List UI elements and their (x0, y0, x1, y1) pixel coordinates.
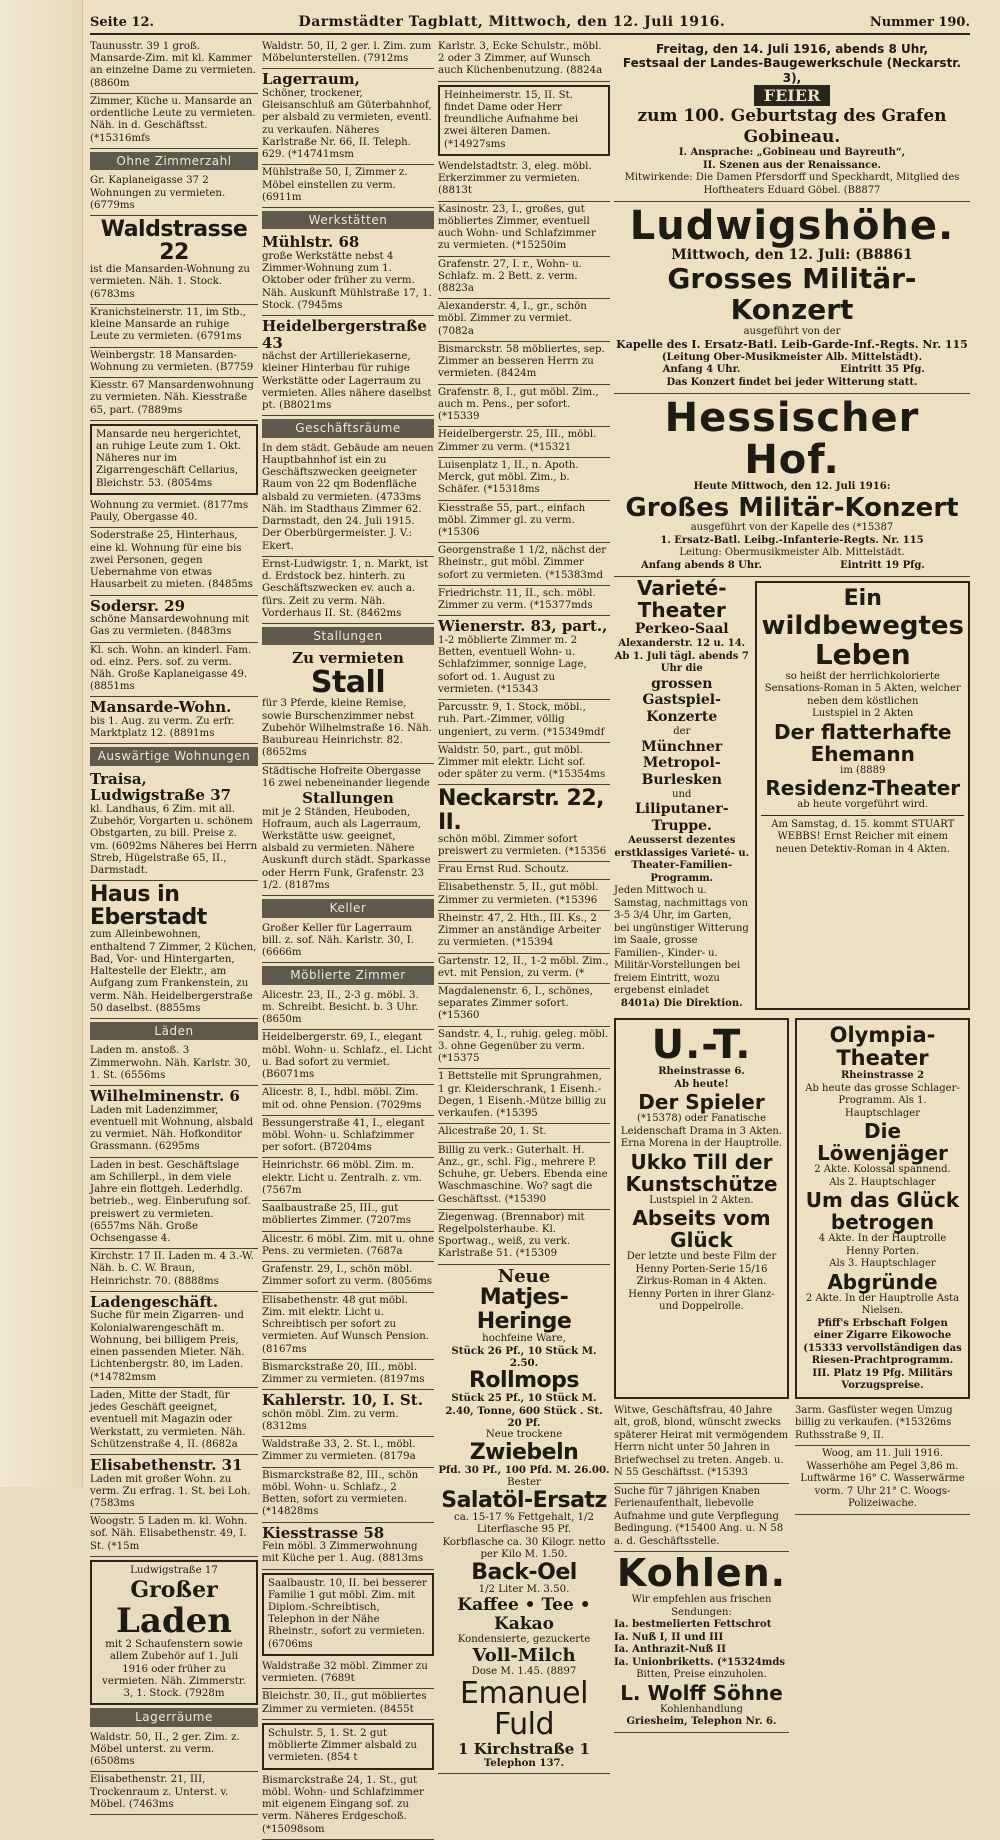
issue-number: Nummer 190. (869, 15, 970, 30)
event-note: Das Konzert findet bei jeder Witterung statt. (666, 376, 918, 388)
classified-ad: Woogstr. 5 Laden m. kl. Wohn. sof. Näh. Elisabethenstr. 49, I. St. (*15m (90, 1514, 258, 1557)
boxed-ad: Mansarde neu hergerichtet, an ruhige Leute zum 1. Okt. Näheres nur im Zigarrengeschäft Cellarius, Bleichstr. 53. (8054ms (90, 424, 258, 495)
classified-ad: 3arm. Gasfüster wegen Umzug billig zu verkaufen. (*15326ms Ruthsstraße 9, II. (795, 1403, 970, 1447)
ad-text: schön möbl. Zim. zu verm. (8312ms (262, 1408, 399, 1432)
event-performers: Mitwirkende: Die Damen Pfersdorff und Speckhardt, Mitglied des Hoftheaters Eduard Göbel. (B8877 (624, 172, 960, 196)
ad-headline: Kiesstrasse 58 (262, 1523, 385, 1542)
ad-headline: Traisa, Ludwigstraße 37 (90, 769, 232, 805)
classified-ad: Wendelstadtstr. 3, eleg. möbl. Erkerzimmer zu vermieten. (8813t (438, 159, 610, 202)
classified-ad: Heidelbergerstr. 25, III., möbl. Zimmer zu verm. (*15321 (438, 427, 610, 457)
event-start: Anfang abends 8 Uhr. (640, 559, 763, 571)
ad-headline: Haus in Eberstadt (90, 882, 207, 931)
classified-ad: Luisenplatz 1, II., n. Apoth. Merck, gut möbl. Zim., b. Schäfer. (*15318ms (438, 458, 610, 501)
classified-ad: Waldstr. 50, II, 2 ger. l. Zim. zum Möbelunterstellen. (7912ms (262, 39, 434, 69)
classified-ad (438, 785, 610, 862)
classified-ad (90, 1086, 258, 1157)
ad-text: Suche für mein Zigarren- und Kolonialwarengeschäft m. Wohnung, bei billigem Preis, einen passenden Mieter. Näh. Lichtenbergstr. 80, im Laden. (*14782msm (90, 1310, 245, 1383)
classified-ad (90, 216, 258, 305)
ad-text: zum Alleinbewohnen, enthaltend 7 Zimmer, 2 Küchen, Bad, Vor- und Hintergarten, Haltestelle der Elektr., am Aufgang zum Frankenstein, zu verm. Näh. Heidelbergerstraße 50 daselbst. (8855ms (90, 929, 257, 1014)
event-text: der (673, 726, 691, 738)
classified-ad: Kl. sch. Wohn. an kinderl. Fam. od. einz. Pers. sof. zu verm. Näh. Große Kaplaneigasse 49. (8851ms (90, 643, 258, 698)
ad-text: Neue trockene (485, 1429, 563, 1441)
classified-ad: Waldstraße 33, 2. St. l., möbl. Zimmer zu vermieten. (8179a (262, 1437, 434, 1467)
ads-row-2 (614, 1014, 970, 1399)
ad-text: Korbflasche ca. 30 Kilogr. netto per Kilo M. 1.50. (442, 1536, 606, 1560)
film-text: (*15378) oder Fanatische Leidenschaft Drama in 3 Akten. Erna Morena in der Hauptrolle. (620, 1113, 783, 1150)
event-program: II. Szenen aus der Renaissance. (702, 159, 882, 171)
classified-ad: Alicestr. 6 möbl. Zim. mit u. ohne Pens. zu vermieten. (7687a (262, 1232, 434, 1262)
ad-text: Stück 26 Pf., 10 Stück M. 2.50. (451, 1344, 597, 1370)
venue-name: Residenz-Theater (765, 776, 961, 801)
gobineau-ad (614, 39, 970, 202)
classified-ad: Sandstr. 4, I., ruhig. geleg. möbl. 3. ohne Gegenüber zu verm. (*15375 (438, 1027, 610, 1070)
ad-text: ca. 15-17 % Fettgehalt, 1/2 Literflasche 95 Pf. (454, 1512, 594, 1536)
classified-ad (262, 764, 434, 897)
classified-ad: Grafenstr. 8, I., gut möbl. Zim., auch m. Pens., per sofort. (*15339 (438, 385, 610, 428)
classified-ad: Rheinstr. 47, 2. Hth., III. Ks., 2 Zimmer an anständige Arbeiter zu vermieten. (*15394 (438, 911, 610, 954)
film-title: Der flatterhafte Ehemann (774, 719, 952, 766)
classified-ad (90, 596, 258, 643)
ads-row-3 (614, 1403, 970, 1733)
classified-ad: Laden m. anstoß. 3 Zimmerwohn. Näh. Karlstr. 30, 1. St. (6556ms (90, 1043, 258, 1086)
ad-headline: Voll-Milch (472, 1644, 576, 1666)
classified-ad: Witwe, Geschäftsfrau, 40 Jahre alt, groß, blond, wünscht zwecks späterer Heirat mit vermögendem Herrn nicht unter 50 Jahren in Briefwechsel zu treten. Angeb. u. N 55 Geschäftsst. (*15393 (614, 1403, 789, 1484)
classified-ad: Elisabethenstr. 48 gut möbl. Zim. mit elektr. Licht u. Schreibtisch per sofort zu vermieten. Auf Wunsch Pension. (8167ms (262, 1293, 434, 1360)
event-place: Festsaal der Landes-Baugewerkschule (Neckarstr. 3), (622, 56, 962, 85)
event-date: Freitag, den 14. Juli 1916, abends 8 Uhr, (656, 42, 928, 56)
event-title: Großes Militär-Konzert (625, 492, 959, 523)
classified-ad: Gr. Kaplaneigasse 37 2 Wohnungen zu vermieten. (6779ms (90, 173, 258, 216)
ad-text: Schöner, trockener, Gleisanschluß am Güterbahnhof, per alsbald zu vermieten, eventl. zu verkaufen. Näheres Karlstraße Nr. 66, II. Teleph. 629. (*14741msm (262, 87, 432, 161)
classified-ad: Mühlstraße 50, I, Zimmer z. Möbel einstellen zu verm. (6911m (262, 165, 434, 208)
classified-ad: Grafenstr. 29, I., schön möbl. Zimmer sofort zu verm. (8056ms (262, 1262, 434, 1292)
ad-text: Bitten, Preise einzuholen. (636, 1669, 767, 1681)
ut-ad (614, 1018, 789, 1399)
event-text: und (672, 788, 692, 800)
ad-headline: Salatöl-Ersatz (441, 1487, 607, 1513)
classified-ad: Bismarckstraße 24, 1. St., gut möbl. Wohn- und Schlafzimmer mit eigenem Eingang sof. zu verm. Näheres Erdgeschoß. (*15098som (262, 1773, 434, 1840)
venue-sub: Perkeo-Saal (634, 621, 729, 638)
film-text: III. Platz 19 Pfg. Militärs Vorzugspreise. (812, 1367, 953, 1392)
ad-text: mit je 2 Ständen, Heuboden, Hofraum, auch als Lagerraum, Werkstätte usw. geeignet, alsbald zu vermieten. Nähere Auskunft durch städt. Sparkasse oder Herrn Funk, Grafenstr. 23 1/2. (8187ms (262, 806, 431, 891)
ad-text: Laden mit Ladenzimmer, eventuell mit Wohnung, alsbald zu vermiet. Näh. Hofkonditor Grassmann. (6295ms (90, 1104, 254, 1153)
ad-text: Wir empfehlen aus frischen Sendungen: (631, 1594, 772, 1618)
film-title: Ukko Till der Kunstschütze (625, 1149, 778, 1196)
ad-text: Ia. Unionbriketts. (*15324mds (614, 1656, 785, 1668)
ad-text: 1-2 möblierte Zimmer m. 2 Betten, eventuell Wohn- u. Schlafzimmer, sonnige Lage, sofort od. 1. August zu vermieten. (*15343 (438, 634, 587, 695)
ad-text: Pfd. 30 Pf., 100 Pfd. M. 26.00. (438, 1464, 610, 1477)
ad-headline: Mühlstr. 68 (262, 233, 360, 252)
classified-ad: Laden in best. Geschäftslage am Schillerpl., in dem viele Jahre ein flottgeh. Lederhdlg. betrieb., weg. Einberufung sof. preiswert zu vermieten. (6557ms Näh. Große Ochsengasse 4. (90, 1158, 258, 1250)
ad-text: Ia. Anthrazit-Nuß II (614, 1644, 726, 1656)
event-program: I. Ansprache: „Gobineau und Bayreuth“, (678, 147, 906, 159)
event-text: 1. Ersatz-Batl. Leibg.-Infanterie-Regts. Nr. 115 (660, 534, 924, 546)
classified-ad: Zimmer, Küche u. Mansarde an ordentliche Leute zu vermieten. Näh. in d. Geschäftsst. (*15316mfs (90, 94, 258, 149)
ad-text: 1/2 Liter M. 3.50. (478, 1584, 570, 1596)
ad-headline: Laden (115, 1600, 233, 1641)
section-heading: Möblierte Zimmer (262, 966, 434, 984)
classified-ad: Kirchstr. 17 II. Laden m. 4 3.-W. Näh. b. C. W. Braun, Heinrichstr. 70. (8888ms (90, 1249, 258, 1292)
venue-name: U.-T. (651, 1022, 752, 1069)
classified-ad: Heidelbergerstr. 69, I., elegant möbl. Wohn- u. Schlafz., el. Licht u. Bad sofort zu vermiet. (B6071ms (262, 1030, 434, 1085)
event-text: Ab 1. Juli tägl. abends 7 Uhr die (614, 650, 749, 675)
classified-ad: Waldstr. 50, part., gut möbl. Zimmer mit elektr. Licht sof. oder später zu verm. (*15354ms (438, 743, 610, 786)
film-text: Lustspiel in 2 Akten (812, 708, 914, 720)
ad-headline: Mansarde-Wohn. (90, 698, 232, 717)
ludwigshoehe-ad (614, 202, 970, 394)
film-title: Abgründe (827, 1269, 938, 1294)
film-title: Ein (843, 586, 882, 612)
classified-ad: Kasinostr. 23, I., großes, gut möbliertes Zimmer, eventuell auch Wohn- und Schlafzimmer zu vermieten. (*15250im (438, 202, 610, 257)
venue-name: Olympia-Theater (829, 1023, 936, 1071)
classified-ad: Waldstraße 32 möbl. Zimmer zu vermieten. (7689t (262, 1659, 434, 1689)
classified-ad: Laden, Mitte der Stadt, für jedes Geschäft geeignet, eventuell mit Magazin oder Werkstatt, zu vermieten. Näh. Schützenstraße 4, II. (8682a (90, 1388, 258, 1455)
film-title: Die Löwenjäger (817, 1119, 948, 1166)
classified-ad: Alexanderstr. 4, I., gr., schön möbl. Zimmer zu vermiet. (7082a (438, 299, 610, 342)
event-date: Heute Mittwoch, den 12. Juli 1916: (693, 481, 891, 493)
classified-ad: Alicestr. 23, II., 2-3 g. möbl. 3. m. Schreibt. Besicht. b. 3 Uhr. (8650m (262, 988, 434, 1031)
ad-headline: Kaffee • Tee • Kakao (457, 1595, 591, 1634)
ad-headline: Stallungen (302, 789, 394, 808)
film-title: wildbewegtes (761, 610, 964, 641)
event-title: Grosses Militär-Konzert (667, 261, 917, 326)
classified-ad: Friedrichstr. 11, II., sch. möbl. Zimmer zu verm. (*15377mds (438, 586, 610, 616)
classified-ad: Kiesstr. 67 Mansardenwohnung zu vermieten. Näh. Kiesstraße 65, part. (7889ms (90, 378, 258, 421)
classified-ad (262, 1390, 434, 1437)
ad-text: Dose M. 1.45. (8897 (471, 1665, 577, 1677)
film-text: Ab heute! (674, 1078, 729, 1090)
ad-text: bei besserer Familie 1 gut möbl. Zim. mit Diplom.-Schreibtisch, Telephon in der Nähe Rheinstr., sofort zu vermieten. (6706ms (268, 1577, 427, 1650)
film-text: 2 Akte. In der Hauptrolle Asta Nielsen. (805, 1292, 960, 1317)
ad-headline: Heidelbergerstraße 43 (262, 317, 427, 352)
ad-text: kl. Landhaus, 6 Zim. mit all. Zubehör, Vorgarten u. schönem Obstgarten, zu bill. Preise z. vm. (6092ms Näheres bei Herrn Streb, Hügelstraße 65, II., Darmstadt. (90, 803, 258, 876)
classified-ad (90, 881, 258, 1019)
section-heading: Werkstätten (262, 211, 434, 229)
ad-headline: Zwiebeln (469, 1440, 579, 1466)
venue-name: Hessischer Hof. (664, 395, 920, 484)
classified-ad: Bismarckstr. 58 möbliertes, sep. Zimmer an besseren Herrn zu vermieten. (8424m (438, 342, 610, 385)
ad-headline: Kohlen. (616, 1551, 787, 1596)
ad-text: für 3 Pferde, kleine Remise, sowie Burschenzimmer nebst Zubehör Wilhelmstraße 16. Näh. Baubureau Heinrichstr. 82. (8652ms (262, 698, 432, 759)
ad-text: Laden mit großer Wohn. zu verm. Zu erfrag. 1. St. bei Loh. (7583ms (90, 1473, 251, 1509)
section-heading: Ohne Zimmerzahl (90, 152, 258, 170)
boxed-ad (262, 1723, 434, 1770)
classified-ad: Heinrichstr. 66 möbl. Zim. m. elektr. Licht u. Zentralh. z. vm. (7567m (262, 1158, 434, 1201)
classified-ad: Bleichstr. 30, II., gut möbliertes Zimmer zu vermieten. (8455t (262, 1689, 434, 1719)
ads-row-1 (614, 577, 970, 1010)
film-text: Am Samstag, d. 15. kommt STUART WEBBS! Ernst Reicher mit einem neuen Detektiv-Roman in 4 Akten. (761, 815, 964, 857)
event-text: Jeden Mittwoch u. Samstag, nachmittags von 3-5 3/4 Uhr, im Garten, bei ungünstiger Witterung im Saale, grosse Familien-, Kinder- u. Militär-Vorstellungen bei freiem Eintritt, wozu ergebenst einladet (614, 885, 749, 997)
ad-text: hochfeine Ware, (482, 1332, 566, 1344)
ad-headline: Emanuel Fuld (460, 1675, 588, 1743)
film-text: Als 3. Hauptschlager (829, 1258, 936, 1270)
classified-ad: Kranichsteinerstr. 11, im Stb., kleine Mansarde an ruhige Leute zu vermieten. (6791ms (90, 305, 258, 348)
ad-text: Telephon 137. (483, 1757, 565, 1770)
classified-ad (90, 697, 258, 744)
section-heading: Keller (262, 899, 434, 917)
classified-ad (438, 616, 610, 700)
classified-ad: Elisabethenstr. 21, III, Trockenraum z. Unterst. v. Möbel. (7463ms (90, 1772, 258, 1815)
boxed-ad (90, 1560, 258, 1705)
ad-headline: Saalbaustr. 10, II. (268, 1577, 360, 1589)
film-text: so heißt der herrlichkolorierte Sensations-Roman in 5 Akten, welcher neben dem köstlichen (764, 670, 961, 707)
film-title: Um das Glück betrogen (805, 1188, 960, 1235)
page-edge (0, 0, 83, 1487)
classified-ad: Magdalenenstr. 6, I., schönes, separates Zimmer sofort. (*15360 (438, 984, 610, 1027)
classified-ad: Waldstr. 50, II., 2 ger. Zim. z. Möbel unterst. zu verm. (6508ms (90, 1730, 258, 1773)
ad-text: Städtische Hofreite Obergasse 16 zwei nebeneinander liegende (262, 765, 430, 789)
event-text: Leitung: Obermusikmeister Alb. Mittelstädt. (679, 547, 905, 559)
ad-text: 1 Kirchstraße 1 (458, 1739, 590, 1758)
classified-ad: 1 Bettstelle mit Sprungrahmen, 1 gr. Kleiderschrank, 1 Eisenh.-Degen, 1 Eisenh.-Mütze billig zu verkaufen. (*15395 (438, 1069, 610, 1124)
ad-text: Bester (507, 1476, 541, 1488)
event-start: Anfang 4 Uhr. (662, 364, 741, 376)
variete-ad (614, 577, 749, 1010)
ad-headline: Neue (497, 1265, 551, 1287)
misc-ads (795, 1403, 970, 1733)
venue-address: Alexanderstr. 12 u. 14. (618, 638, 746, 650)
ad-headline: Lagerraum, (262, 70, 360, 89)
ad-headline: Neckarstr. 22, II. (438, 786, 605, 835)
ad-text: Stück 25 Pf., 10 Stück M. 2.40, Tonne, 600 Stück . St. 20 Pf. (445, 1392, 603, 1429)
event-text: ausgeführt von der (743, 325, 841, 337)
ad-headline: Matjes-Heringe (476, 1285, 572, 1334)
classified-ad: Grafenstr. 27, I. r., Wohn- u. Schlafz. m. 2 Bett. z. verm. (8823a (438, 257, 610, 300)
ad-text: nächst der Artilleriekaserne, kleiner Hinterbau für ruhige Werkstätte oder Lagerraum zu vermieten. Alles nähere daselbst pt. (B8021ms (262, 351, 432, 412)
event-price: Eintritt 19 Pfg. (840, 559, 925, 571)
ad-headline: Kahlerstr. 10, I. St. (262, 1391, 423, 1410)
ad-text: ist die Mansarden-Wohnung zu vermieten. Näh. 1. Stock. (6783ms (90, 264, 250, 300)
ad-text: schön möbl. Zimmer sofort preiswert zu vermieten. (*15356 (438, 833, 607, 857)
boxed-ad (262, 1573, 434, 1656)
ad-text: schöne Mansardewohnung mit Gas zu vermieten. (8483ms (90, 614, 250, 638)
section-heading: Geschäftsräume (262, 419, 434, 437)
boxed-ad: Heinheimerstr. 15, II. St. findet Dame oder Herr freundliche Aufnahme bei zwei älteren Damen. (*14927sms (438, 85, 610, 156)
classified-ad (90, 1455, 258, 1514)
section-heading: Läden (90, 1022, 258, 1040)
film-title: Der Spieler (638, 1090, 765, 1115)
olympia-ad (795, 1018, 970, 1399)
column-3 (438, 39, 610, 1770)
classified-ad: Bismarckstraße 82, III., schön möbl. Wohn- u. Schlafz., 2 Betten, sofort zu vermieten. (*14828ms (262, 1468, 434, 1523)
event-text: Liliputaner-Truppe. (634, 801, 729, 835)
section-heading: Auswärtige Wohnungen (90, 747, 258, 765)
ad-headline: Großer (130, 1577, 218, 1604)
film-text: Pfiff's Erbschaft Folgen einer Zigarre Eikowoche (15333 vervollständigen das Riesen-Prachtprogramm. (803, 1317, 962, 1367)
classified-ad: In dem städt. Gebäude am neuen Hauptbahnhof ist ein zu Geschäftszwecken geeigneter Raum von 22 qm Bodenfläche alsbald zu vermieten. (4733ms Näh. im Stadthaus Zimmer 62. Darmstadt, den 24. Juli 1915. Der Oberbürgermeister. J. V.: Ekert. (262, 441, 434, 557)
classified-ad: Frau Ernst Rud. Schoutz. (438, 862, 610, 880)
event-price: Eintritt 35 Pfg. (840, 364, 925, 376)
film-text: Als 2. Hauptschlager (829, 1176, 936, 1188)
ad-headline: Ladengeschäft. (90, 1292, 219, 1311)
classified-ad (262, 69, 434, 165)
water-report: Woog, am 11. Juli 1916. Wasserhöhe am Pegel 3,86 m. Luftwärme 16° C. Wasserwärme vorm. 7 Uhr 21° C. Woogs-Polizeiwache. (795, 1446, 970, 1515)
ad-text: Griesheim, Telephon Nr. 6. (626, 1716, 777, 1728)
classified-ad: Weinbergstr. 18 Mansarden-Wohnung zu vermieten. (B7759 (90, 348, 258, 378)
ad-headline: Elisabethenstr. 31 (90, 1456, 243, 1474)
classified-ad: Alicestr. 8, I., hdbl. möbl. Zim. mit od. ohne Pension. (7029ms (262, 1085, 434, 1115)
ad-headline: Stall (310, 664, 386, 700)
classified-ad (262, 232, 434, 316)
classified-ad: Soderstraße 25, Hinterhaus, eine kl. Wohnung für eine bis zwei Personen, gegen Uebernahme von etwas Hausarbeit zu mieten. (8485ms (90, 528, 258, 595)
ad-headline: Wienerstr. 83, part., (438, 617, 608, 636)
classified-ad (90, 1292, 258, 1388)
film-text: Lustspiel in 2 Akten. (649, 1194, 754, 1206)
classified-ad: Alicestraße 20, 1. St. (438, 1124, 610, 1142)
ad-headline: Zu vermieten (292, 649, 404, 668)
ad-text: Kohlenhandlung (660, 1703, 743, 1715)
classified-ad: Ziegenwag. (Brennabor) mit Regelpolsterhaube. Kl. Sportwag., weiß, zu verk. Karlstraße 51. (*15309 (438, 1210, 610, 1265)
ad-headline: L. Wolff Söhne (620, 1680, 783, 1705)
classified-ad (262, 316, 434, 416)
residenz-ad (755, 581, 970, 1010)
classified-ad: Saalbaustraße 25, III., gut möbliertes Zimmer. (7207ms (262, 1201, 434, 1231)
classified-ad: Taunusstr. 39 1 groß. Mansarde-Zim. mit kl. Kammer an einzelne Dame zu vermieten. (8860m (90, 39, 258, 94)
hessischer-hof-ad (614, 394, 970, 577)
classified-ad: Ernst-Ludwigstr. 1, n. Markt, ist d. Erdstock bez. hinterh. zu Geschäftszwecken ev. auch a. fürs. Zeit zu verm. Näh. Vorderhaus II. St. (8462ms (262, 557, 434, 624)
ad-text: Fein möbl. 3 Zimmerwohnung mit Küche per 1. Aug. (8813ms (262, 1541, 424, 1565)
film-text: ab heute vorgeführt wird. (797, 799, 929, 811)
classified-ad: Billig zu verk.: Guterhalt. H. Anz., gr., schl. Fig., mehrere P. Schuhe, gr. Uebers. Ebenda eine Waschmaschine. Wo? sagt die Geschäftsst. (*15390 (438, 1143, 610, 1210)
classified-ad: Gartenstr. 12, II., 1-2 möbl. Zim., evt. mit Pension, zu verm. (* (438, 954, 610, 984)
film-text: Ab heute das grosse Schlager-Programm. Als 1. Hauptschlager (805, 1082, 960, 1119)
film-text: Der letzte und beste Film der Henny Porten-Serie 15/16 Zirkus-Roman in 4 Akten. Henny Porten in ihrer Glanz- und Doppelrolle. (626, 1251, 777, 1313)
ad-text: große Werkstätte nebst 4 Zimmer-Wohnung zum 1. Oktober oder früher zu verm. Näh. Auskunft Mühlstraße 17, 1. Stock. (7945ms (262, 250, 432, 311)
classified-ad (262, 648, 434, 763)
page-header (90, 14, 970, 35)
venue-name: Ludwigshöhe. (629, 203, 955, 250)
ad-headline: Waldstrasse 22 (100, 216, 248, 266)
ad-headline: Sodersr. 29 (90, 596, 186, 615)
ad-headline: Schulstr. 5, 1. St. (268, 1727, 357, 1739)
event-date: Mittwoch, den 12. Juli: (B8861 (671, 247, 913, 264)
film-text: im (8889 (840, 764, 886, 776)
classified-ad: Bismarckstraße 20, III., möbl. Zimmer zu vermieten. (8197ms (262, 1360, 434, 1390)
film-text: 4 Akte. In der Hauptrolle Henny Porten. (818, 1233, 947, 1257)
ad-text: Ia. bestmelierten Fettschrot (614, 1619, 772, 1631)
event-text: Aeusserst dezentes erstklassiges Varieté- u. Theater-Familien-Programm. (614, 835, 750, 884)
event-text: (Leitung Ober-Musikmeister Alb. Mittelstädt). (661, 351, 923, 363)
classified-ad: Bessungerstraße 41, I., elegant möbl. Wohn- u. Schlafzimmer per sofort. (B7204ms (262, 1116, 434, 1159)
venue-address: Rheinstrasse 6. (658, 1066, 745, 1078)
classified-ad (90, 769, 258, 881)
film-text: 2 Akte. Kolossal spannend. (814, 1164, 951, 1176)
fuld-ad (438, 1265, 610, 1774)
ad-headline: Wilhelminenstr. 6 (90, 1087, 240, 1106)
venue-address: Rheinstrasse 2 (840, 1070, 925, 1082)
feier-banner: FEIER (754, 85, 831, 106)
ad-headline: Back-Oel (471, 1559, 577, 1585)
ad-headline: Ludwigstraße 17 (130, 1564, 218, 1576)
ad-text: bis 1. Aug. zu verm. Zu erfr. Marktplatz 12. (8891ms (90, 715, 235, 740)
personal-ads (614, 1403, 789, 1733)
section-heading: Lagerräume (90, 1708, 258, 1726)
event-text: Kapelle des I. Ersatz-Batl. Leib-Garde-Inf.-Regts. Nr. 115 (616, 338, 968, 352)
event-text: 8401a) Die Direktion. (620, 997, 743, 1009)
classified-ad: Georgenstraße 1 1/2, nächst der Rheinstr., gut möbl. Zimmer sofort zu vermieten. (*15383md (438, 543, 610, 586)
classified-ad: Kiesstraße 55, part., einfach möbl. Zimmer gl. zu verm. (*15306 (438, 501, 610, 544)
classified-ad: Großer Keller für Lagerraum bill. z. sof. Näh. Karlstr. 30, I. (6666m (262, 921, 434, 964)
event-text: Münchner Metropol-Burlesken (641, 738, 723, 789)
film-title: Leben (814, 638, 911, 672)
ad-headline: Rollmops (468, 1368, 580, 1394)
film-title: Abseits vom Glück (632, 1206, 771, 1253)
ad-text: Kondensierte, gezuckerte (457, 1633, 591, 1645)
classified-ad (262, 1523, 434, 1570)
classified-ad: Elisabethenstr. 5, II., gut möbl. Zimmer zu vermieten. (*15396 (438, 880, 610, 910)
column-4 (614, 39, 970, 1728)
event-text: grossen Gastspiel-Konzerte (642, 675, 721, 726)
ad-text: Ia. Nuß I, II und III (614, 1631, 724, 1643)
classified-ad: Suche für 7 jährigen Knaben Ferienaufenthalt, liebevolle Aufnahme und gute Verpflegung Bedingung. (*15400 Ang. u. N 58 a. d. Geschäftsstelle. (614, 1484, 789, 1553)
event-text: ausgeführt von der Kapelle des (*15387 (690, 522, 894, 534)
column-1 (90, 39, 258, 1810)
classified-ad: Karlstr. 3, Ecke Schulstr., möbl. 2 oder 3 Zimmer, auf Wunsch auch Küchenbenutzung. (8824a (438, 39, 610, 82)
column-2 (262, 39, 434, 1835)
event-title: zum 100. Geburtstag des Grafen Gobineau. (637, 106, 947, 147)
ad-text: 2 gut möblierte Zimmer alsbald zu vermieten. (854 t (268, 1727, 417, 1764)
ad-text: mit 2 Schaufenstern sowie allem Zubehör auf 1. Juli 1916 oder früher zu vermieten. Näh. Zimmerstr. 3, 1. Stock. (7928m (102, 1639, 246, 1700)
classified-ad: Wohnung zu vermiet. (8177ms Pauly, Obergasse 40. (90, 498, 258, 528)
page-number: Seite 12. (90, 15, 155, 30)
venue-name: Varieté-Theater (636, 576, 727, 623)
classified-ad: Parcusstr. 9, 1. Stock, möbl., ruh. Part.-Zimmer, völlig ungeniert, zu verm. (*15349mdf (438, 700, 610, 743)
kohlen-ad (614, 1552, 789, 1732)
section-heading: Stallungen (262, 627, 434, 645)
newspaper-title: Darmstädter Tagblatt, Mittwoch, den 12. Juli 1916. (298, 14, 726, 30)
